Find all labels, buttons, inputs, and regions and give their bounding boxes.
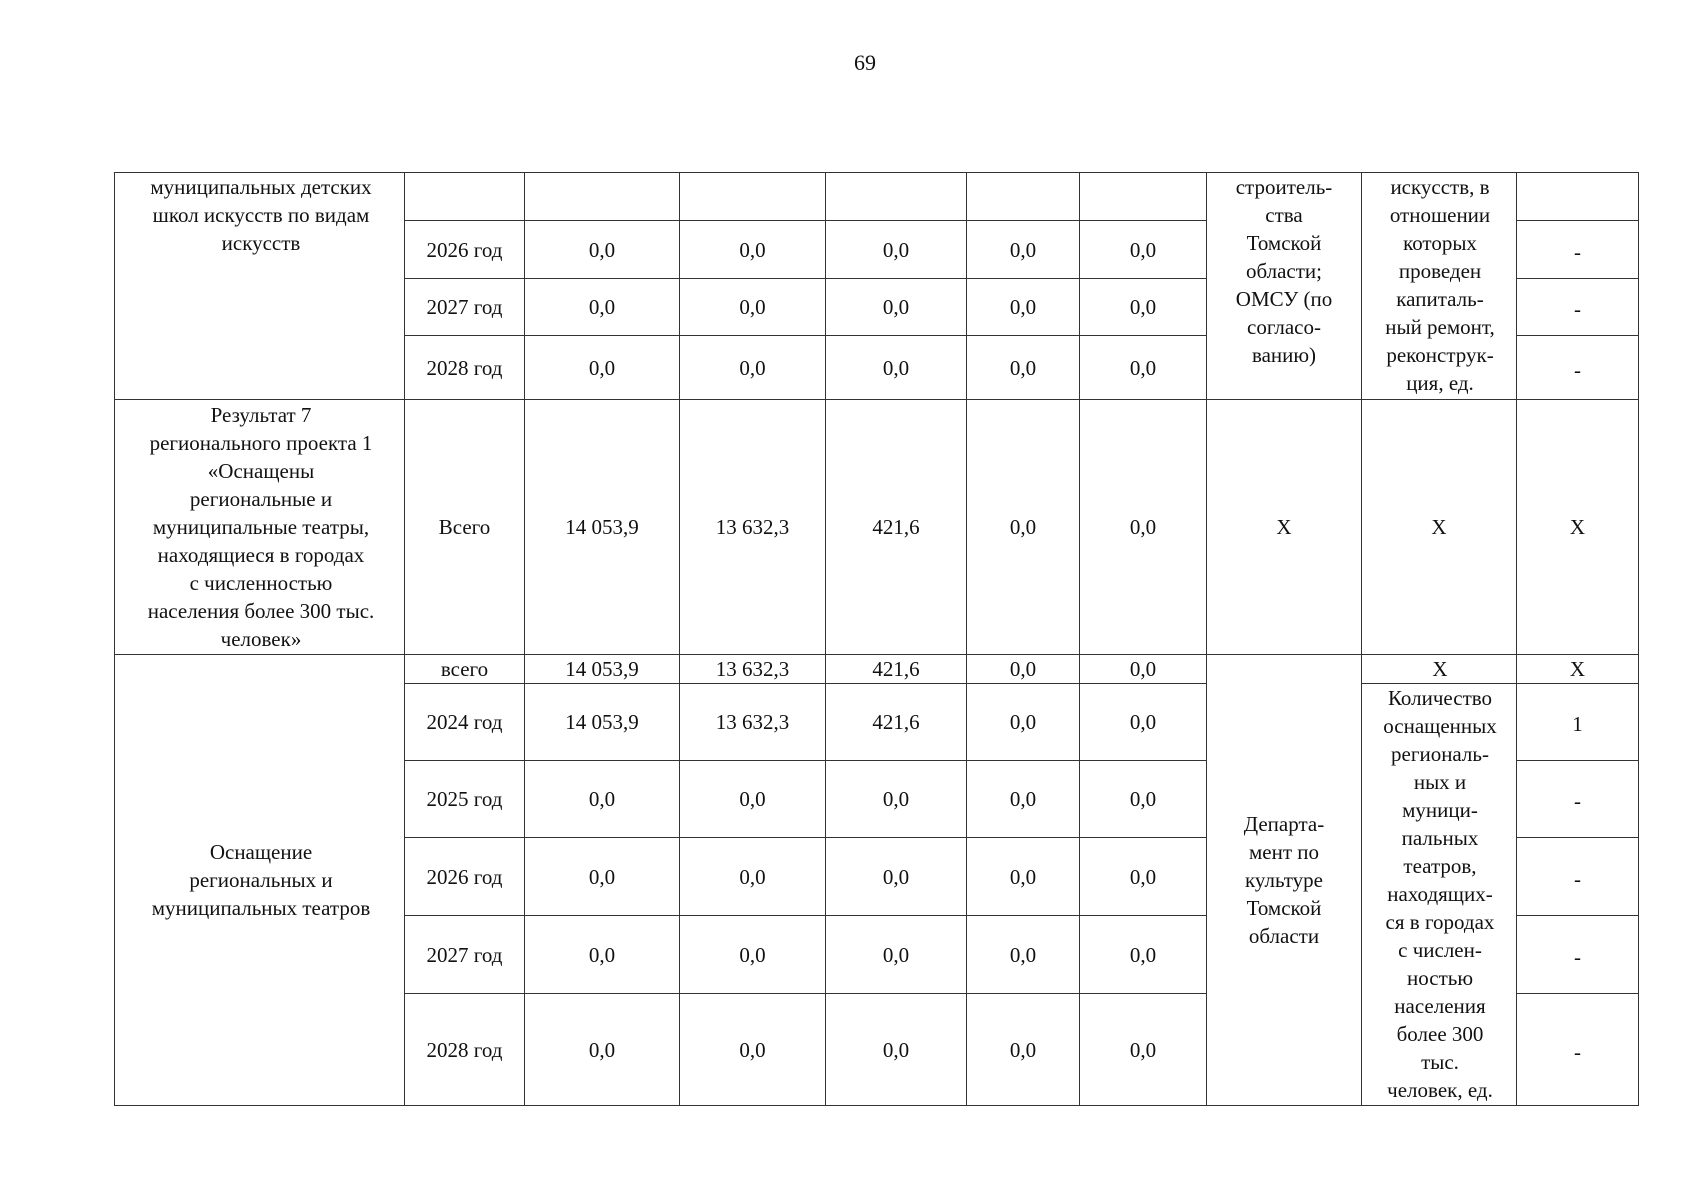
extra-cell: 0,0 [1080,655,1207,684]
period-cell [405,173,525,221]
total-cell [525,173,680,221]
indicator-cell: X [1362,400,1517,655]
responsible-cell: X [1207,400,1362,655]
federal-cell: 13 632,3 [680,655,826,684]
event-name-cell [115,173,405,400]
federal-cell: 0,0 [680,994,826,1106]
regional-cell [826,173,967,221]
period-cell: 2025 год [405,761,525,838]
extra-cell: 0,0 [1080,994,1207,1106]
regional-cell: 0,0 [826,221,967,279]
period-cell: 2026 год [405,838,525,916]
event-name-cell [115,655,405,1106]
target-cell: X [1517,400,1639,655]
target-cell: - [1517,994,1639,1106]
period-cell: всего [405,655,525,684]
regional-cell: 0,0 [826,336,967,400]
federal-cell: 0,0 [680,221,826,279]
local-cell: 0,0 [967,279,1080,336]
total-cell: 0,0 [525,336,680,400]
federal-cell: 13 632,3 [680,400,826,655]
total-cell: 14 053,9 [525,400,680,655]
regional-cell: 0,0 [826,916,967,994]
total-cell: 0,0 [525,761,680,838]
extra-cell: 0,0 [1080,838,1207,916]
responsible-cell [1207,655,1362,1106]
result-row [115,400,1639,655]
extra-cell: 0,0 [1080,221,1207,279]
period-cell: 2028 год [405,336,525,400]
extra-cell: 0,0 [1080,684,1207,761]
local-cell: 0,0 [967,994,1080,1106]
extra-cell: 0,0 [1080,279,1207,336]
federal-cell: 0,0 [680,838,826,916]
target-cell: X [1517,655,1639,684]
total-cell: 0,0 [525,994,680,1106]
period-cell: 2027 год [405,279,525,336]
target-cell: - [1517,916,1639,994]
target-cell: - [1517,336,1639,400]
result-name-cell [115,400,405,655]
table-row [115,173,1639,221]
responsible-cell [1207,173,1362,400]
federal-cell: 0,0 [680,279,826,336]
federal-cell: 0,0 [680,336,826,400]
event-name: Оснащение региональных и муниципальных театров [151,840,371,920]
period-cell: 2027 год [405,916,525,994]
federal-cell: 0,0 [680,761,826,838]
regional-cell: 0,0 [826,994,967,1106]
indicator-cell [1362,173,1517,400]
extra-cell: 0,0 [1080,336,1207,400]
total-cell: 14 053,9 [525,655,680,684]
extra-cell: 0,0 [1080,400,1207,655]
total-cell: 0,0 [525,916,680,994]
result-name: Результат 7 регионального проекта 1 «Оснащены региональные и муниципальные театры, находящиеся в городах с численностью населения более 300 тыс. человек» [147,403,375,651]
local-cell: 0,0 [967,916,1080,994]
local-cell [967,173,1080,221]
target-cell [1517,173,1639,221]
page-number: 69 [854,50,876,75]
federal-cell: 13 632,3 [680,684,826,761]
table-row [115,655,1639,684]
target-cell: - [1517,838,1639,916]
local-cell: 0,0 [967,400,1080,655]
total-cell: 0,0 [525,838,680,916]
period-cell: 2026 год [405,221,525,279]
event-name: муниципальных детских школ искусств по видам искусств [150,175,372,255]
total-cell: 0,0 [525,279,680,336]
extra-cell [1080,173,1207,221]
period-cell: Всего [405,400,525,655]
budget-table [114,172,1639,1106]
regional-cell: 0,0 [826,761,967,838]
total-cell: 0,0 [525,221,680,279]
target-cell: - [1517,279,1639,336]
local-cell: 0,0 [967,221,1080,279]
local-cell: 0,0 [967,684,1080,761]
local-cell: 0,0 [967,336,1080,400]
period-cell: 2024 год [405,684,525,761]
federal-cell [680,173,826,221]
extra-cell: 0,0 [1080,916,1207,994]
extra-cell: 0,0 [1080,761,1207,838]
regional-cell: 0,0 [826,838,967,916]
regional-cell: 421,6 [826,684,967,761]
federal-cell: 0,0 [680,916,826,994]
local-cell: 0,0 [967,838,1080,916]
target-cell: - [1517,221,1639,279]
regional-cell: 0,0 [826,279,967,336]
total-cell: 14 053,9 [525,684,680,761]
indicator-text: Количество оснащенных региональ- ных и муници- пальных театров, находящих- ся в городах с числен- ностью населения более 300 тыс. человек, ед. [1383,686,1497,1102]
indicator-cell [1362,684,1517,1106]
local-cell: 0,0 [967,655,1080,684]
indicator-text: искусств, в отношении которых проведен капиталь- ный ремонт, реконструк- ция, ед. [1385,175,1495,395]
indicator-total-cell: X [1362,655,1517,684]
responsible-text: Департа- мент по культуре Томской области [1243,812,1325,948]
responsible-text: строитель- ства Томской области; ОМСУ (по согласо- ванию) [1235,175,1333,367]
target-cell: 1 [1517,684,1639,761]
local-cell: 0,0 [967,761,1080,838]
regional-cell: 421,6 [826,655,967,684]
period-cell: 2028 год [405,994,525,1106]
target-cell: - [1517,761,1639,838]
regional-cell: 421,6 [826,400,967,655]
